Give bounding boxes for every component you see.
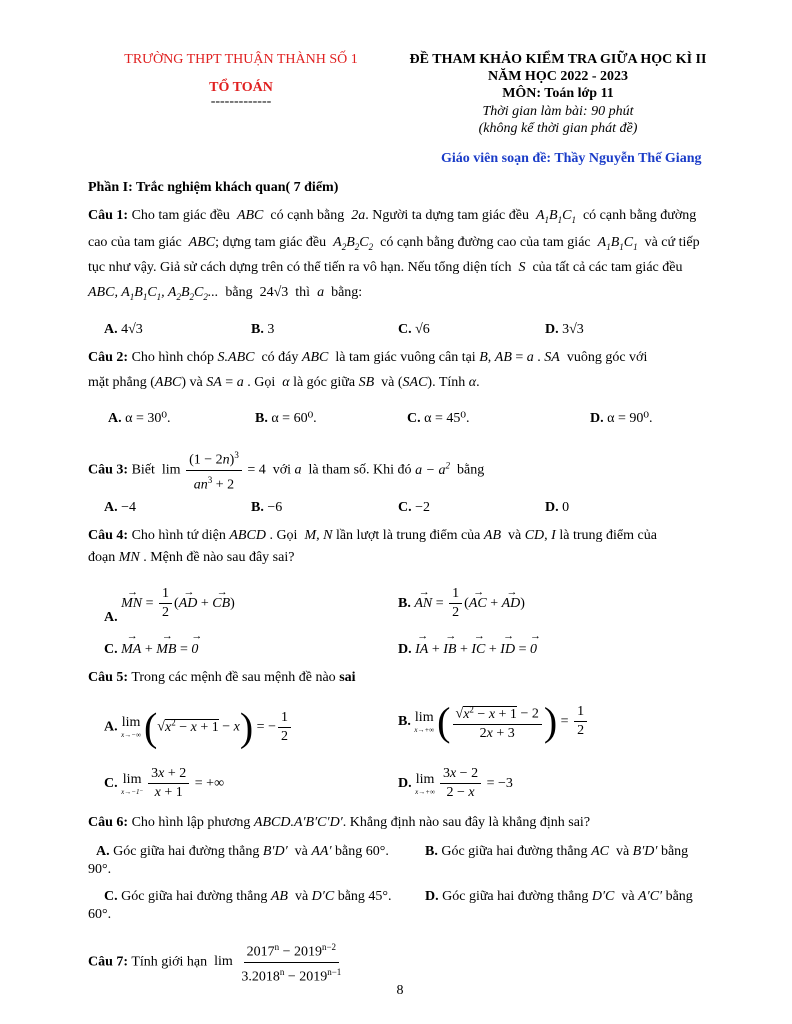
- q1-option-b[interactable]: B. 3: [251, 322, 275, 337]
- page-number: 8: [396, 983, 404, 998]
- q6-option-c[interactable]: C. Góc giữa hai đường thẳng AB và D′C bằng 45°.: [104, 889, 392, 904]
- q6-option-d[interactable]: D. Góc giữa hai đường thẳng D′C và A′C′ bằng: [425, 889, 693, 904]
- q4-option-b[interactable]: B. → AN = $\frac{1}{2}$ (→ AC + → AD): [398, 580, 525, 624]
- question-label: Câu 5:: [88, 670, 129, 685]
- question-1-line-1: Câu 1: Cho tam giác đều ABC có cạnh bằng 2a. Người ta dựng tam giác đều $A_1B_1C_1$ có cạnh bằng đường: [88, 208, 697, 225]
- question-4-line-1: Câu 4: Cho hình tứ diện ABCD . Gọi M, N lần lượt là trung điểm của AB và CD, I là trung điểm của: [88, 528, 657, 543]
- q6-option-a[interactable]: A. Góc giữa hai đường thẳng B′D′ và AA′ bằng 60°.: [96, 844, 389, 859]
- q5-option-c[interactable]: C. lim x→−1⁻ $\frac{3x + 2}{x + 1}$ = +∞: [104, 766, 225, 801]
- q1-option-c[interactable]: C. √6: [398, 322, 430, 337]
- q2-option-b[interactable]: B. α = 60⁰.: [255, 411, 317, 426]
- q3-option-d[interactable]: D. 0: [545, 500, 570, 515]
- question-3-line: Câu 3: Biết lim $\frac{(1 - 2n)^3}{an^3 + 2}$ = 4 với a là tham số. Khi đó $a - a^2$ bằng: [88, 444, 484, 495]
- q5-option-a[interactable]: A. lim x→−∞ $(√x^2 - x + 1 - x)$ = − $\frac{1}{2}$: [104, 700, 293, 750]
- question-label: Câu 6:: [88, 815, 129, 830]
- question-label: Câu 2:: [88, 350, 129, 365]
- q1-option-a[interactable]: A. 4√3: [104, 322, 143, 337]
- question-7-line: Câu 7: Tính giới hạn lim $\frac{2017^n - 2019^{n-2}}{3.2018^n - 2019^{n-1}}$: [88, 938, 346, 986]
- exam-title: ĐỀ THAM KHẢO KIỂM TRA GIỮA HỌC KÌ II: [409, 52, 707, 67]
- q6-option-d-cont: 60°.: [88, 907, 112, 922]
- school-year: NĂM HỌC 2022 - 2023: [488, 69, 628, 84]
- part-heading: Phần I: Trắc nghiệm khách quan( 7 điểm): [88, 180, 339, 195]
- exam-time-note: (không kể thời gian phát đề): [478, 121, 638, 136]
- question-2-line-2: mặt phẳng (ABC) và SA = a . Gọi α là góc giữa SB và (SAC). Tính α.: [88, 375, 480, 390]
- q4-option-a[interactable]: A. → MN = $\frac{1}{2}$ (→ AD + → CB): [104, 580, 235, 638]
- question-2-line-1: Câu 2: Cho hình chóp S.ABC có đáy ABC là tam giác vuông cân tại B, AB = a . SA vuông góc với: [88, 350, 648, 365]
- q4-option-c[interactable]: C. → MA + → MB = → 0: [104, 638, 198, 658]
- department-name: TỔ TOÁN: [209, 80, 273, 95]
- question-1-line-2: cao của tam giác ABC; dựng tam giác đều $A_2B_2C_2$ có cạnh bằng đường cao của tam giác $A_1B_1C_1$ và cứ tiếp: [88, 235, 700, 252]
- header-divider: -------------: [210, 94, 272, 109]
- exam-time: Thời gian làm bài: 90 phút: [482, 104, 634, 119]
- q3-option-c[interactable]: C. −2: [398, 500, 431, 515]
- q4-option-d[interactable]: D. → IA + → IB + → IC + → ID = → 0: [398, 638, 537, 658]
- subject: MÔN: Toán lớp 11: [502, 86, 614, 101]
- q6-option-b-cont: 90°.: [88, 862, 112, 877]
- question-1-line-4: ABC, $A_1B_1C_1$, $A_2B_2C_2$... bằng 24√3 thì a bằng:: [88, 285, 363, 302]
- q1-option-d[interactable]: D. 3√3: [545, 322, 584, 337]
- question-4-line-2: đoạn MN . Mệnh đề nào sau đây sai?: [88, 550, 295, 565]
- school-name: TRƯỜNG THPT THUẬN THÀNH SỐ 1: [124, 52, 358, 67]
- q3-option-b[interactable]: B. −6: [251, 500, 283, 515]
- question-5-line: Câu 5: Trong các mệnh đề sau mệnh đề nào sai: [88, 670, 356, 685]
- question-label: Câu 4:: [88, 528, 129, 543]
- q2-option-a[interactable]: A. α = 30⁰.: [108, 411, 171, 426]
- q5-option-d[interactable]: D. lim x→+∞ $\frac{3x - 2}{2 - x}$ = −3: [398, 766, 513, 801]
- question-label: Câu 3:: [88, 462, 129, 478]
- limit-fraction: $\frac{(1 - 2n)^3}{an^3 + 2}$: [186, 446, 242, 494]
- teacher-credit: Giáo viên soạn đề: Thầy Nguyễn Thế Giang: [441, 151, 702, 166]
- q6-option-b[interactable]: B. Góc giữa hai đường thẳng AC và B′D′ bằng: [425, 844, 689, 859]
- question-label: Câu 1:: [88, 208, 129, 223]
- question-6-line: Câu 6: Cho hình lập phương ABCD.A′B′C′D′. Khẳng định nào sau đây là khẳng định sai?: [88, 815, 591, 830]
- q3-option-a[interactable]: A. −4: [104, 500, 137, 515]
- q5-option-b[interactable]: B. lim x→+∞ ( $\frac{√x^2 - x + 1 - 2}{2x + 3}$ ) = $\frac{1}{2}$: [398, 700, 589, 744]
- question-label: Câu 7:: [88, 954, 129, 970]
- q2-option-c[interactable]: C. α = 45⁰.: [407, 411, 470, 426]
- question-1-line-3: tục như vậy. Giả sử cách dựng trên có thể tiến ra vô hạn. Nếu tổng diện tích S của tất cả các tam giác đều: [88, 260, 683, 275]
- q2-option-d[interactable]: D. α = 90⁰.: [590, 411, 653, 426]
